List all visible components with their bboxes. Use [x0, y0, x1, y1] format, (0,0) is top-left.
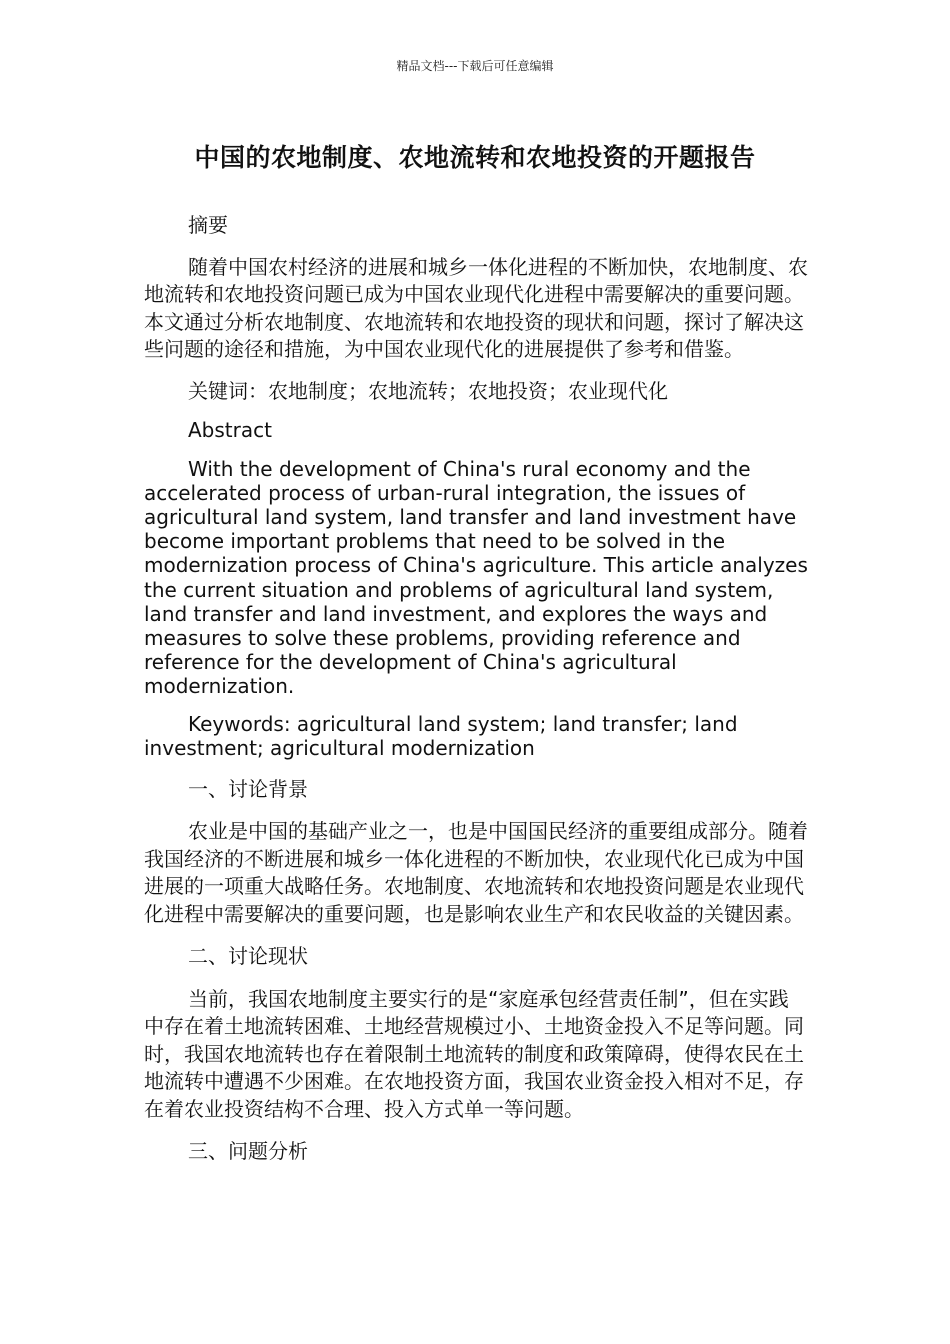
keywords-en: Keywords: agricultural land system; land transfer; land investment; agricultural modernization	[144, 711, 738, 760]
section-heading: 三、问题分析	[188, 1139, 308, 1164]
section-heading: 一、讨论背景	[188, 776, 308, 801]
abstract-en-paragraph: With the development of China's rural economy and the accelerated process of urban-rural integration, the issues of agricultural land system, land transfer and land investment have become important problems that need to be solved in the modernization process of China's agriculture. This article analyzes the current situation and problems of agricultural land system, land transfer and land investment, and explores the ways and measures to solve these problems, providing reference and reference for the development of China's agricultural modernization.	[144, 456, 808, 699]
abstract-en-heading: Abstract	[188, 418, 272, 442]
section-heading: 二、讨论现状	[188, 944, 308, 969]
section-paragraph: 农业是中国的基础产业之一，也是中国国民经济的重要组成部分。随着我国经济的不断进展和城乡一体化进程的不断加快，农业现代化已成为中国进展的一项重大战略任务。农地制度、农地流转和农地投资问题是农业现代化进程中需要解决的重要问题，也是影响农业生产和农民收益的关键因素。	[144, 819, 808, 926]
section-paragraph: 当前，我国农地制度主要实行的是“家庭承包经营责任制”，但在实践中存在着土地流转困难、土地经营规模过小、土地资金投入不足等问题。同时，我国农地流转也存在着限制土地流转的制度和政策障碍，使得农民在土地流转中遭遇不少困难。在农地投资方面，我国农业资金投入相对不足，存在着农业投资结构不合理、投入方式单一等问题。	[144, 986, 804, 1121]
header-note: 精品文档---下载后可任意编辑	[396, 59, 554, 73]
document-title: 中国的农地制度、农地流转和农地投资的开题报告	[194, 143, 756, 172]
document-body	[144, 212, 808, 1166]
abstract-zh-paragraph: 随着中国农村经济的进展和城乡一体化进程的不断加快，农地制度、农地流转和农地投资问题已成为中国农业现代化进程中需要解决的重要问题。本文通过分析农地制度、农地流转和农地投资的现状和问题，探讨了解决这些问题的途径和措施，为中国农业现代化的进展提供了参考和借鉴。	[144, 254, 808, 361]
abstract-heading: 摘要	[188, 213, 228, 237]
keywords-zh: 关键词：农地制度；农地流转；农地投资；农业现代化	[188, 378, 668, 403]
